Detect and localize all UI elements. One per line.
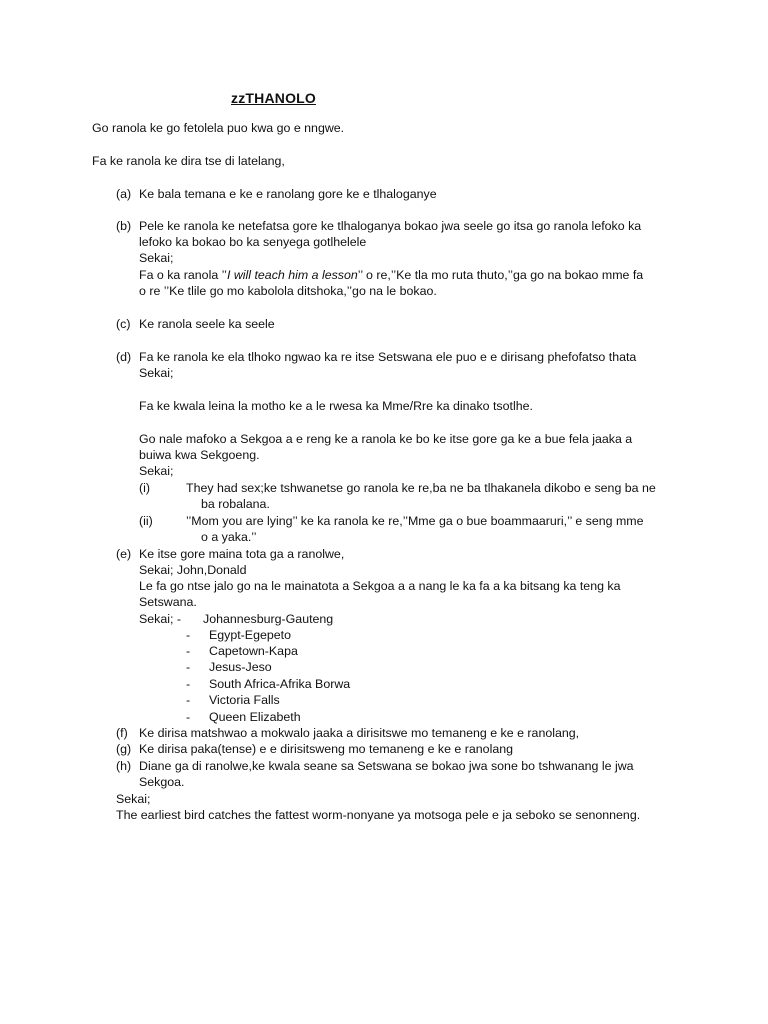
item-d-label: (d) — [116, 350, 132, 364]
place-item: Capetown-Kapa — [209, 644, 298, 658]
item-h-line-1: Diane ga di ranolwe,ke kwala seane sa Setswana se bokao jwa sone bo tshwanang le jwa — [139, 759, 634, 773]
place-item: Jesus-Jeso — [209, 660, 272, 674]
item-d-sub-i-label: (i) — [139, 481, 151, 495]
item-e-sekai-prefix: Sekai; - — [139, 612, 182, 626]
item-a-text: Ke bala temana e ke e ranolang gore ke e tlhaloganye — [139, 187, 437, 201]
item-d-sub-i-line-1: They had sex;ke tshwanetse go ranola ke re,ba ne ba tlhakanela dikobo e seng ba ne — [186, 481, 656, 495]
item-e-label: (e) — [116, 547, 132, 561]
item-b-example-1-post: ’’ o re,’’Ke tla mo ruta thuto,’’ga go na bokao mme fa — [357, 268, 644, 282]
place-dash: - — [186, 693, 191, 707]
item-b-line-2: lefoko ka bokao bo ka senyega gotlhelele — [139, 235, 367, 249]
item-d-sub-ii-line-1: ’’Mom you are lying’’ ke ka ranola ke re,’’Mme ga o bue boammaaruri,’’ e seng mme — [186, 514, 644, 528]
place-item: South Africa-Afrika Borwa — [209, 677, 351, 691]
place-item: Johannesburg-Gauteng — [203, 612, 334, 626]
item-b-example-2: o re ’’Ke tlile go mo kabolola ditshoka,’’go na le bokao. — [139, 284, 437, 298]
item-c-text: Ke ranola seele ka seele — [139, 317, 275, 331]
item-h-label: (h) — [116, 759, 132, 773]
item-d-line-1: Fa ke ranola ke ela tlhoko ngwao ka re itse Setswana ele puo e e dirisang phefofatso thata — [139, 350, 637, 364]
item-e-line-2: Sekai; John,Donald — [139, 563, 247, 577]
item-e-line-1: Ke itse gore maina tota ga a ranolwe, — [139, 547, 345, 561]
item-b-label: (b) — [116, 219, 132, 233]
item-b-example-1-italic: I will teach him a lesson — [226, 268, 358, 282]
item-h-line-2: Sekgoa. — [139, 775, 185, 789]
place-item: Queen Elizabeth — [209, 710, 301, 724]
item-b-example-1 — [139, 267, 643, 283]
item-c-label: (c) — [116, 317, 131, 331]
place-item: Victoria Falls — [209, 693, 280, 707]
place-dash: - — [186, 628, 191, 642]
item-b-example-1-pre: Fa o ka ranola ’’ — [139, 268, 227, 282]
item-e-line-4: Setswana. — [139, 595, 197, 609]
page-title: zzTHANOLO — [231, 90, 317, 106]
item-b-sekai: Sekai; — [139, 251, 174, 265]
item-d-sekai-2: Sekai; — [139, 464, 174, 478]
place-dash: - — [186, 660, 191, 674]
item-g-text: Ke dirisa paka(tense) e e dirisitsweng mo temaneng e ke e ranolang — [139, 742, 513, 756]
place-dash: - — [186, 677, 191, 691]
place-dash: - — [186, 710, 191, 724]
item-d-sub-i-line-2: ba robalana. — [201, 497, 270, 511]
closing-sekai: Sekai; — [116, 792, 151, 806]
item-d-para-2-line-1: Go nale mafoko a Sekgoa a e reng ke a ranola ke bo ke itse gore ga ke a bue fela jaaka a — [139, 432, 633, 446]
intro-steps: Fa ke ranola ke dira tse di latelang, — [92, 154, 285, 168]
item-d-sub-ii-line-2: o a yaka.’’ — [201, 530, 257, 544]
item-d-para-1: Fa ke kwala leina la motho ke a le rwesa ka Mme/Rre ka dinako tsotlhe. — [139, 399, 533, 413]
item-b-line-1: Pele ke ranola ke netefatsa gore ke tlhaloganya bokao jwa seele go itsa go ranola lefoko ka — [139, 219, 642, 233]
item-f-label: (f) — [116, 726, 128, 740]
place-dash: - — [186, 644, 191, 658]
intro-definition: Go ranola ke go fetolela puo kwa go e nngwe. — [92, 121, 345, 135]
item-d-sekai: Sekai; — [139, 366, 174, 380]
item-e-line-3: Le fa go ntse jalo go na le mainatota a Sekgoa a a nang le ka fa a ka bitsang ka teng ka — [139, 579, 621, 593]
item-d-para-2-line-2: buiwa kwa Sekgoeng. — [139, 448, 260, 462]
place-item: Egypt-Egepeto — [209, 628, 291, 642]
item-a-label: (a) — [116, 187, 132, 201]
item-f-text: Ke dirisa matshwao a mokwalo jaaka a dirisitswe mo temaneng e ke e ranolang, — [139, 726, 580, 740]
item-d-sub-ii-label: (ii) — [139, 514, 153, 528]
closing-example: The earliest bird catches the fattest worm-nonyane ya motsoga pele e ja seboko se senonneng. — [116, 808, 641, 822]
item-g-label: (g) — [116, 742, 132, 756]
